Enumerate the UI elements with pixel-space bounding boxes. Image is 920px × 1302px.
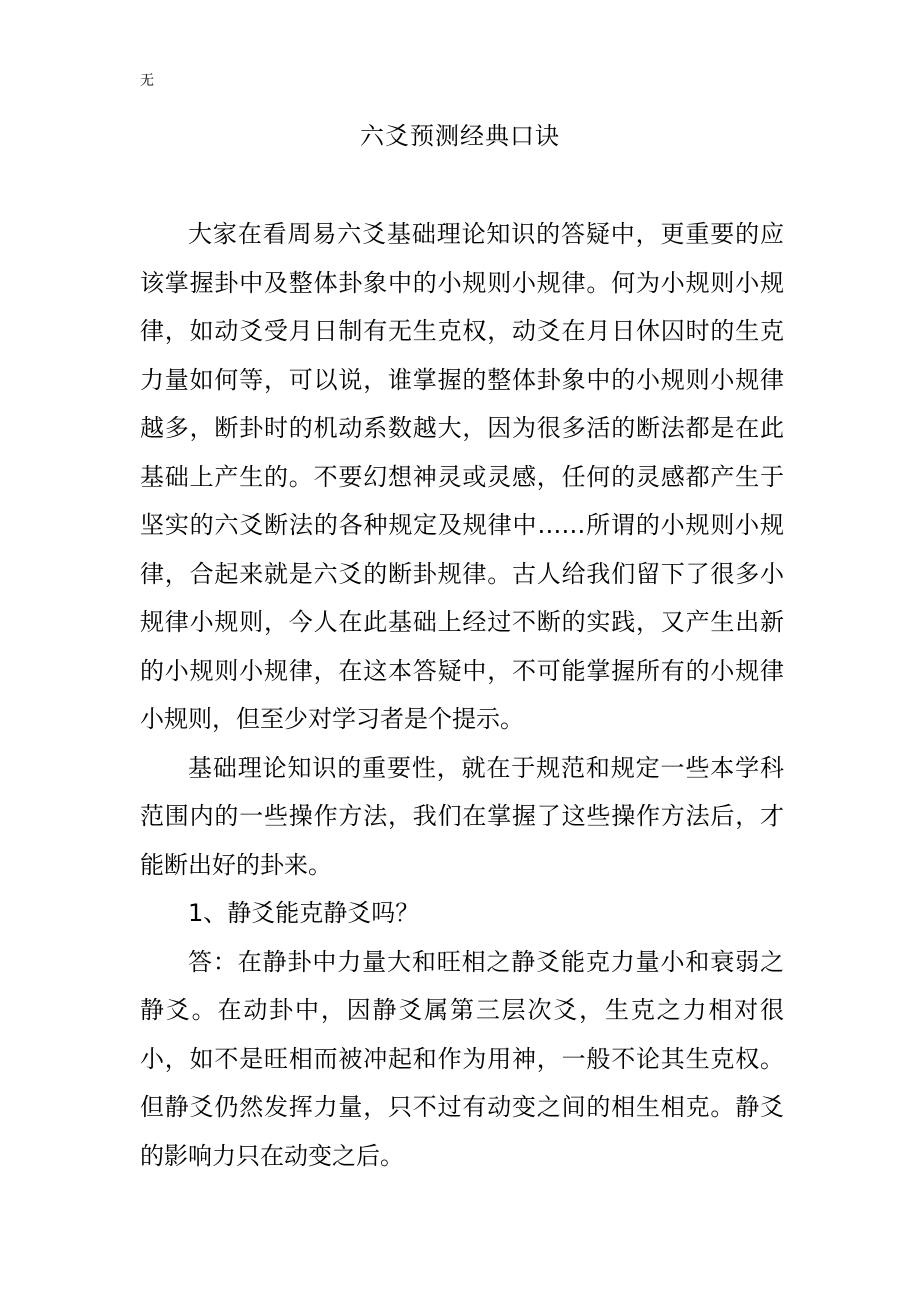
answer-paragraph: 答：在静卦中力量大和旺相之静爻能克力量小和衰弱之静爻。在动卦中，因静爻属第三层次爻，生克之力相对很小，如不是旺相而被冲起和作为用神，一般不论其生克权。但静爻仍然发挥力量，只不过有动变之间的相生相克。静爻的影响力只在动变之后。 [140,947,784,1170]
document-title: 六爻预测经典口诀 [360,122,560,150]
paragraph-importance: 基础理论知识的重要性，就在于规范和规定一些本学科范围内的一些操作方法，我们在掌握了这些操作方法后，才能断出好的卦来。 [140,753,784,879]
question-heading: 1、静爻能克静爻吗？ [188,899,420,927]
header-mark: 无 [140,73,154,89]
paragraph-intro: 大家在看周易六爻基础理论知识的答疑中，更重要的应该掌握卦中及整体卦象中的小规则小规律。何为小规则小规律，如动爻受月日制有无生克权，动爻在月日休囚时的生克力量如何等，可以说，谁掌握的整体卦象中的小规则小规律越多，断卦时的机动系数越大，因为很多活的断法都是在此基础上产生的。不要幻想神灵或灵感，任何的灵感都产生于坚实的六爻断法的各种规定及规律中……所谓的小规则小规律，合起来就是六爻的断卦规律。古人给我们留下了很多小规律小规则，今人在此基础上经过不断的实践，又产生出新的小规则小规律，在这本答疑中，不可能掌握所有的小规律小规则，但至少对学习者是个提示。 [140,220,784,733]
document-body [140,210,784,1180]
